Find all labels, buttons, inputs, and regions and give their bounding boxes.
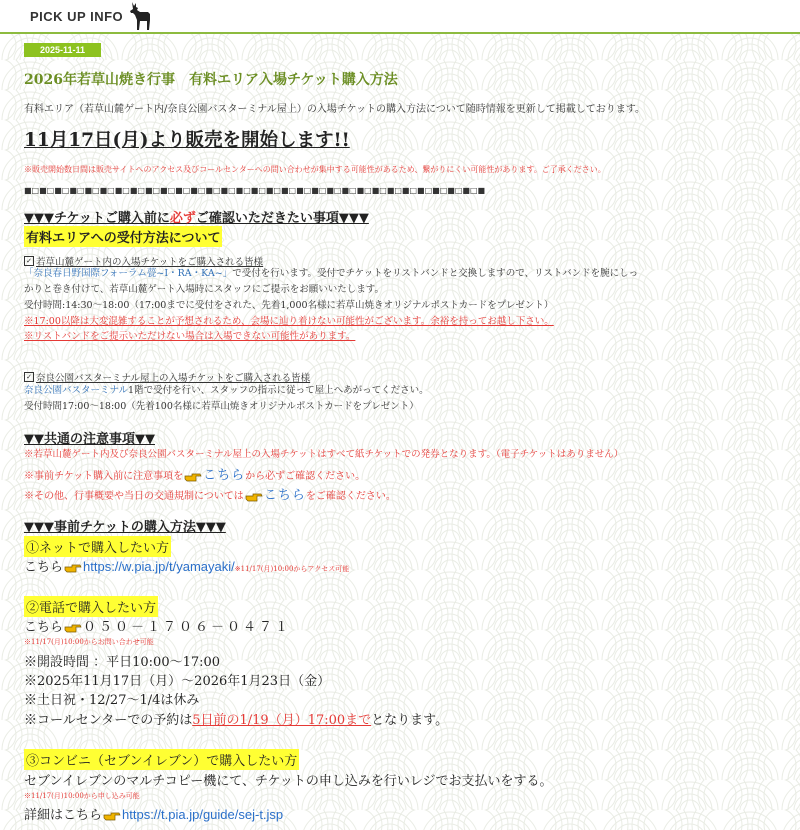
pia-net-link[interactable]: https://w.pia.jp/t/yamayaki/ xyxy=(83,559,235,574)
tel-period: ※2025年11月17日（月）～2026年1月23日（金） xyxy=(24,674,331,689)
gate-warning2: ※リストバンドをご提示いただけない場合は入場できない可能性があります。 xyxy=(24,331,356,342)
cvs-note: ※11/17(月)10:00から申し込み可能 xyxy=(24,792,140,800)
bus-line2: 受付時間17:00～18:00（先着100名様に若草山焼きオリジナルポストカードをプレゼント） xyxy=(24,401,419,412)
tel-heading: ②電話で購入したい方 xyxy=(24,596,158,617)
tel-number[interactable]: ０５０－１７０６－０４７１ xyxy=(83,620,292,635)
gate-title: ✓ 若草山麓ゲート内の入場チケットをご購入される皆様 xyxy=(24,250,263,269)
pointing-hand-icon xyxy=(103,810,121,822)
divider-dots: ■□■□■□■□■□■□■□■□■□■□■□■□■□■□■□■□■□■□■□■□■□■□■□■□■□■□■□■□■□■□■ xyxy=(24,186,486,195)
pointing-hand-icon xyxy=(184,471,202,483)
confirm-section-title: ▼▼▼チケットご購入前に必ずご確認いただきたい事項▼▼▼ xyxy=(24,211,369,226)
deer-silhouette-icon xyxy=(126,0,154,32)
tel-deadline: ※コールセンターでの予約は5日前の1/19（月）17:00までとなります。 xyxy=(24,713,449,728)
purchase-section-title: ▼▼▼事前チケットの購入方法▼▼▼ xyxy=(24,520,226,535)
bus-line1: 奈良公園バスターミナル1階で受付を行い、スタッフの指示に従って屋上へあがってください。 xyxy=(24,385,429,396)
common-note3: ※その他、行事概要や当日の交通規制については こちらをご確認ください。 xyxy=(24,487,396,502)
pointing-hand-icon xyxy=(64,562,82,574)
intro-text: 有料エリア（若草山麓ゲート内/奈良公園バスターミナル屋上）の入場チケットの購入方法について随時情報を更新して掲載しております。 xyxy=(24,104,645,115)
pointing-hand-icon xyxy=(245,491,263,503)
notes-link[interactable]: こちら xyxy=(203,467,246,482)
tel-hours: ※開設時間 ：平日10:00～17:00 xyxy=(24,655,221,670)
bus-title: ✓ 奈良公園バスターミナル屋上の入場チケットをご購入される皆様 xyxy=(24,366,310,385)
date-badge: 2025-11-11 xyxy=(24,43,101,57)
pointing-hand-icon xyxy=(64,622,82,634)
sale-start-heading: 11月17日(月)より販売を開始します!! xyxy=(24,130,350,151)
tel-line: こちら ０５０－１７０６－０４７１ xyxy=(24,620,292,635)
header-bar xyxy=(0,0,800,34)
header-title: PICK UP INFO xyxy=(30,9,124,24)
page-title: 2026年若草山焼き行事 有料エリア入場チケット購入方法 xyxy=(24,72,398,88)
tel-closed: ※土日祝・12/27～1/4は休み xyxy=(24,693,200,708)
cvs-line: セブンイレブンのマルチコピー機にて、チケットの申し込みを行いレジでお支払いをする。 xyxy=(24,774,553,789)
common-note1: ※若草山麓ゲート内及び奈良公園バスターミナル屋上の入場チケットはすべて紙チケットでの発券となります。（電子チケットはありません） xyxy=(24,449,624,460)
gate-warning1: ※17:00以降は大変混雑することが予想されるため、会場に辿り着けない可能性がございます。余裕を持ってお越し下さい。 xyxy=(24,316,554,327)
net-heading: ①ネットで購入したい方 xyxy=(24,536,171,557)
checkbox-icon: ✓ xyxy=(24,372,34,382)
sej-guide-link[interactable]: https://t.pia.jp/guide/sej-t.jsp xyxy=(122,807,284,822)
tel-note: ※11/17(月)10:00からお問い合わせ可能 xyxy=(24,638,154,646)
checkbox-icon: ✓ xyxy=(24,256,34,266)
cvs-detail: 詳細はこちら https://t.pia.jp/guide/sej-t.jsp xyxy=(24,807,284,823)
gate-line1: 「奈良春日野国際フォーラム甍~I・RA・KA~」で受付を行います。受付でチケットをリストバンドと交換しますので、リストバンドを腕にしっ xyxy=(24,268,639,279)
common-notes-title: ▼▼共通の注意事項▼▼ xyxy=(24,432,155,447)
reception-heading: 有料エリアへの受付方法について xyxy=(24,226,222,247)
cvs-heading: ③コンビニ（セブンイレブン）で購入したい方 xyxy=(24,749,299,770)
gate-line2: かりと巻き付けて、若草山麓ゲート入場時にスタッフにご提示をお願いいたします。 xyxy=(24,284,385,295)
gate-line3: 受付時間:14:30～18:00（17:00までに受付をされた、先着1,000名様に若草山焼きオリジナルポストカードをプレゼント） xyxy=(24,300,554,311)
event-info-link[interactable]: こちら xyxy=(263,487,306,502)
common-note2: ※事前チケット購入前に注意事項を こちらから必ずご確認ください。 xyxy=(24,467,366,482)
access-note: ※販売開始数日間は販売サイトへのアクセス及びコールセンターへの問い合わせが集中する可能性があるため、繋がりにくい可能性があります。ご了承ください。 xyxy=(24,165,606,174)
net-line: こちら https://w.pia.jp/t/yamayaki/※11/17(月)10:00からアクセス可能 xyxy=(24,559,350,575)
